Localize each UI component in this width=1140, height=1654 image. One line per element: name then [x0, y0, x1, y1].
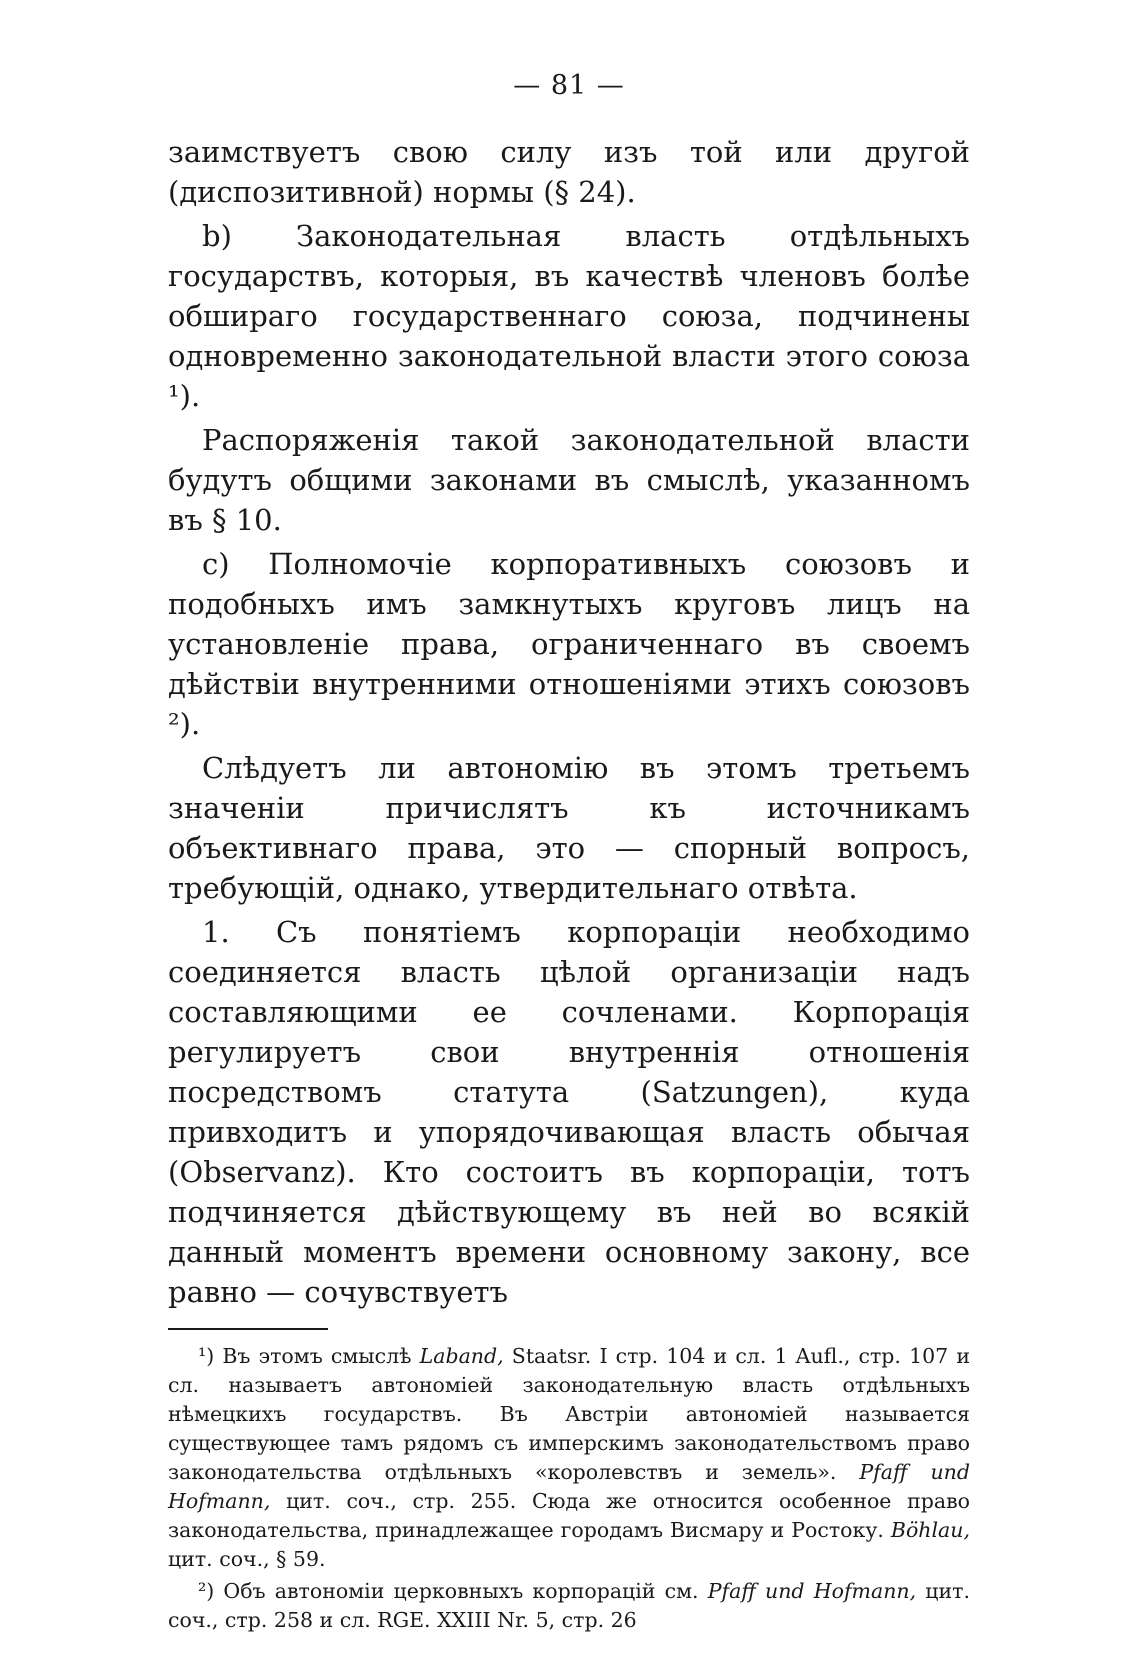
paragraph: c) Полномочіе корпоративныхъ союзовъ и подобныхъ имъ замкнутыхъ круговъ лицъ на установленіе права, ограниченнаго въ своемъ дѣйствіи внутренними отношеніями этихъ союзовъ ²). — [168, 547, 970, 741]
paragraph: b) Законодательная власть отдѣльныхъ государствъ, которыя, въ качествѣ членовъ болѣе обширaго государственнаго союза, подчинены одновременно законодательной власти этого союза ¹). — [168, 219, 970, 413]
footnote-text: цит. соч., стр. 255. Сюда же относится особенное право законодательства, принадлежащее городамъ Висмару и Ростоку. — [168, 1489, 970, 1542]
footnote-text: Объ автономіи церковныхъ корпорацій см. — [214, 1579, 708, 1603]
book-page — [168, 66, 970, 1638]
footnote — [168, 1577, 970, 1635]
footnote — [168, 1342, 970, 1574]
footnote-author: Laband, — [419, 1344, 504, 1368]
footnote-author: Böhlau, — [890, 1518, 970, 1542]
paragraph: заимствуетъ свою силу изъ той или другой (диспозитивной) нормы (§ 24). — [168, 135, 970, 209]
footnote-text: Staatsr. I стр. 104 и сл. 1 Aufl., стр. 107 и сл. называетъ автономіей законодательную власть отдѣльныхъ нѣмецкихъ государствъ. Въ Австріи автономіей называется существующее тамъ рядомъ съ имперскимъ законодательствомъ право законодательства отдѣльныхъ «королевствъ и земель». — [168, 1344, 970, 1484]
main-text — [168, 132, 970, 1312]
footnote-marker: ²) — [198, 1579, 215, 1603]
footnote-marker: ¹) — [198, 1344, 215, 1368]
footnote-divider — [168, 1328, 328, 1330]
footnote-author: Pfaff und Hofmann, — [168, 1460, 970, 1513]
footnote-text: цит. соч., § 59. — [168, 1547, 326, 1571]
paragraph: Слѣдуетъ ли автономію въ этомъ третьемъ значеніи причислятъ къ источникамъ объективнаго права, это — спорный вопросъ, требующій, однако, утвердительнаго отвѣта. — [168, 751, 970, 905]
page-number: — 81 — — [513, 70, 625, 101]
footnotes — [168, 1342, 970, 1635]
paragraph: 1. Съ понятіемъ корпораціи необходимо соединяется власть цѣлой организаціи надъ составляющими ее сочленами. Корпорація регулируетъ свои внутреннія отношенія посредствомъ статута (Satzungen), куда привходитъ и упорядочивающая власть обычая (Observanz). Кто состоитъ въ корпораціи, тотъ подчиняется дѣйствующему въ ней во всякій данный моментъ времени основному закону, все равно — сочувствуетъ — [168, 915, 970, 1309]
footnote-text: Въ этомъ смыслѣ — [214, 1344, 420, 1368]
footnote-text: цит. соч., стр. 258 и сл. RGE. XXIII Nr. 5, стр. 26 — [168, 1579, 970, 1632]
paragraph: Распоряженія такой законодательной власти будутъ общими законами въ смыслѣ, указанномъ въ § 10. — [168, 423, 970, 537]
footnote-author: Pfaff und Hofmann, — [707, 1579, 917, 1603]
